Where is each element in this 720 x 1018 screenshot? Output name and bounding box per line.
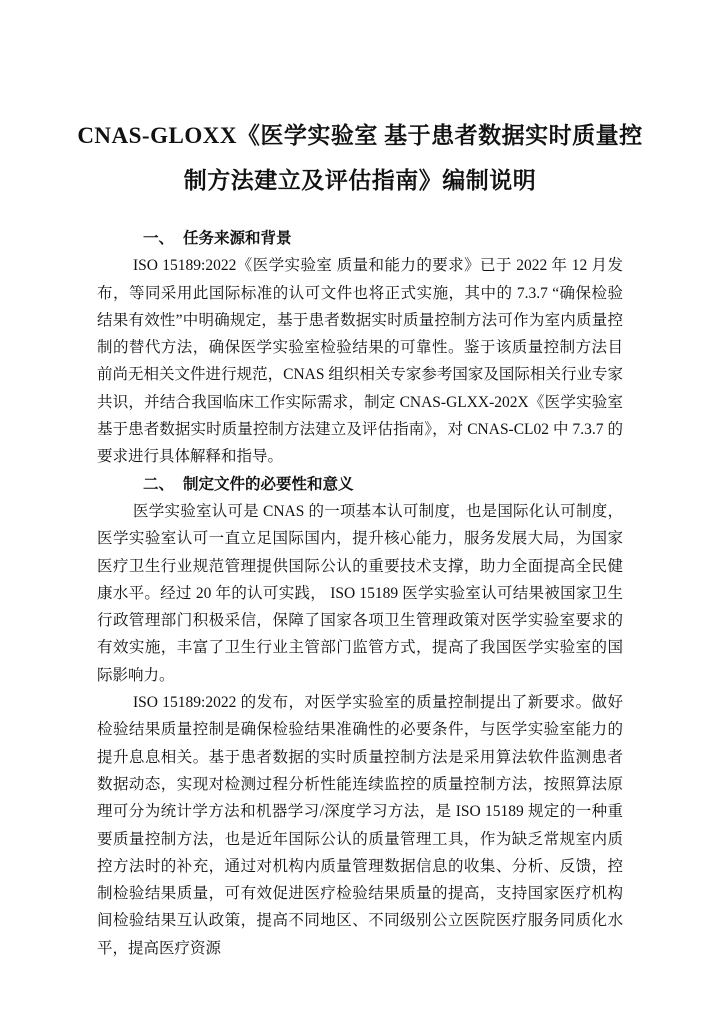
document-title [40, 113, 680, 203]
section-1-paragraph-1: ISO 15189:2022《医学实验室 质量和能力的要求》已于 2022 年 12 月发布，等同采用此国际标准的认可文件也将正式实施，其中的 7.3.7 “确保检验结果有效性”中明确规定，基于患者数据实时质量控制方法可作为室内质量控制的替代方法，确保医学实验室检验结果的可靠性。鉴于该质量控制方法目前尚无相关文件进行规范，CNAS 组织相关专家参考国家及国际相关行业专家共识，并结合我国临床工作实际需求，制定 CNAS-GLXX-202X《医学实验室基于患者数据实时质量控制方法建立及评估指南》，对 CNAS-CL02 中 7.3.7 的要求进行具体解释和指导。 [97, 257, 623, 466]
section-1-number: 一、 [143, 230, 175, 247]
section-2-number: 二、 [143, 475, 175, 493]
document-title-line1: CNAS-GLOXX《医学实验室 基于患者数据实时质量控 [77, 123, 643, 148]
document-body [97, 225, 623, 962]
section-heading-1 [97, 225, 623, 252]
section-1-title: 任务来源和背景 [183, 230, 292, 247]
section-2-title: 制定文件的必要性和意义 [183, 475, 354, 493]
document-title-line2: 制方法建立及评估指南》编制说明 [183, 168, 537, 193]
section-2-paragraph-2: ISO 15189:2022 的发布，对医学实验室的质量控制提出了新要求。做好检验结果质量控制是确保检验结果准确性的必要条件，与医学实验室能力的提升息息相关。基于患者数据的实时质量控制方法是采用算法软件监测患者数据动态，实现对检测过程分析性能连续监控的质量控制方法，按照算法原理可分为统计学方法和机器学习/深度学习方法，是 ISO 15189 规定的一种重要质量控制方法，也是近年国际公认的质量管理工具，作为缺乏常规室内质控方法时的补充，通过对机构内质量管理数据信息的收集、分析、反馈，控制检验结果质量，可有效促进医疗检验结果质量的提高，支持国家医疗机构间检验结果互认政策，提高不同地区、不同级别公立医院医疗服务同质化水平，提高医疗资源 [97, 694, 623, 957]
section-2-paragraph-1: 医学实验室认可是 CNAS 的一项基本认可制度，也是国际化认可制度，医学实验室认可一直立足国际国内，提升核心能力，服务发展大局，为国家医疗卫生行业规范管理提供国际公认的重要技术支撑，助力全面提高全民健康水平。经过 20 年的认可实践， ISO 15189 医学实验室认可结果被国家卫生行政管理部门积极采信，保障了国家各项卫生管理政策对医学实验室要求的有效实施，丰富了卫生行业主管部门监管方式，提高了我国医学实验室的国际影响力。 [97, 502, 623, 684]
section-heading-2 [97, 471, 623, 498]
